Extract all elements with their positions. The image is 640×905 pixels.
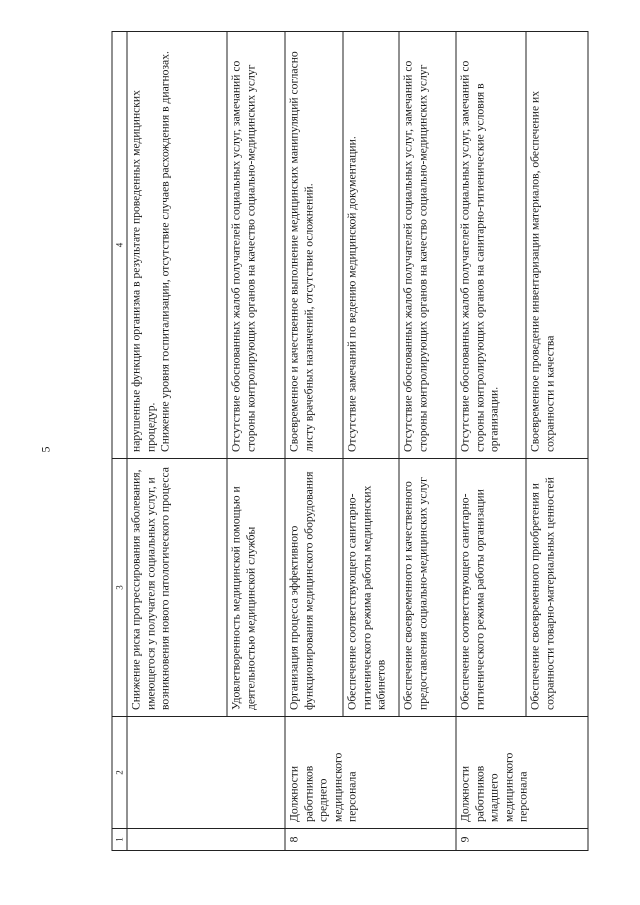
page-number: 5 <box>38 446 53 453</box>
table-row <box>127 32 227 851</box>
row-number-cell: 9 <box>456 829 588 851</box>
table-row <box>456 32 526 851</box>
header-cell-2: 2 <box>112 717 127 829</box>
criterion-cell: Обеспечение своевременного приобретения и сохранности товарно-материальных ценностей <box>526 459 588 717</box>
indicator-text: нарушенные функции организма в результате проведенных медицинских процедур. <box>129 90 158 452</box>
indicator-cell: Своевременное проведение инвентаризации материалов, обеспечение их сохранности и качества <box>526 32 588 459</box>
row-number-cell: 8 <box>285 829 456 851</box>
indicator-cell: Отсутствие замечаний по ведению медицинской документации. <box>343 32 399 459</box>
criterion-cell: Снижение риска прогрессирования заболевания, имеющегося у получателя социальных услуг, и возникновения нового патологического процесса <box>127 459 227 717</box>
criteria-table <box>112 31 589 851</box>
indicator-cell <box>127 32 227 459</box>
criterion-cell: Обеспечение соответствующего санитарно-гигиенического режима работы организации <box>456 459 526 717</box>
criterion-cell: Организация процесса эффективного функционирования медицинского оборудования <box>285 459 343 717</box>
indicator-cell: Отсутствие обоснованных жалоб получателей социальных услуг, замечаний со стороны контролирующих органов на качество социально-медицинских услуг <box>399 32 456 459</box>
header-cell-1: 1 <box>112 829 127 851</box>
indicator-cell: Отсутствие обоснованных жалоб получателей социальных услуг, замечаний со стороны контролирующих органов на санитарно-гигиенические условия в организации. <box>456 32 526 459</box>
position-cell: Должности работников младшего медицинского персонала <box>456 717 588 829</box>
header-cell-3: 3 <box>112 459 127 717</box>
criterion-cell: Обеспечение соответствующего санитарно-гигиенического режима работы медицинских кабинетов <box>343 459 399 717</box>
criterion-cell: Удовлетворенность медицинской помощью и деятельностью медицинской службы <box>227 459 285 717</box>
header-cell-4: 4 <box>112 32 127 459</box>
indicator-cell: Своевременное и качественное выполнение медицинских манипуляций согласно листу врачебных назначений, отсутствие осложнений. <box>285 32 343 459</box>
table-header-row <box>112 32 127 851</box>
indicator-cell: Отсутствие обоснованных жалоб получателей социальных услуг, замечаний со стороны контролирующих органов на качество социально-медицинских услуг <box>227 32 285 459</box>
criterion-cell: Обеспечение своевременного и качественного предоставления социально-медицинских услуг <box>399 459 456 717</box>
position-cell: Должности работников среднего медицинского персонала <box>285 717 456 829</box>
table-row <box>285 32 343 851</box>
position-cell <box>127 717 285 829</box>
indicator-text: Снижение уровня госпитализации, отсутствие случаев расхождения в диагнозах. <box>158 51 172 452</box>
row-number-cell <box>127 829 285 851</box>
